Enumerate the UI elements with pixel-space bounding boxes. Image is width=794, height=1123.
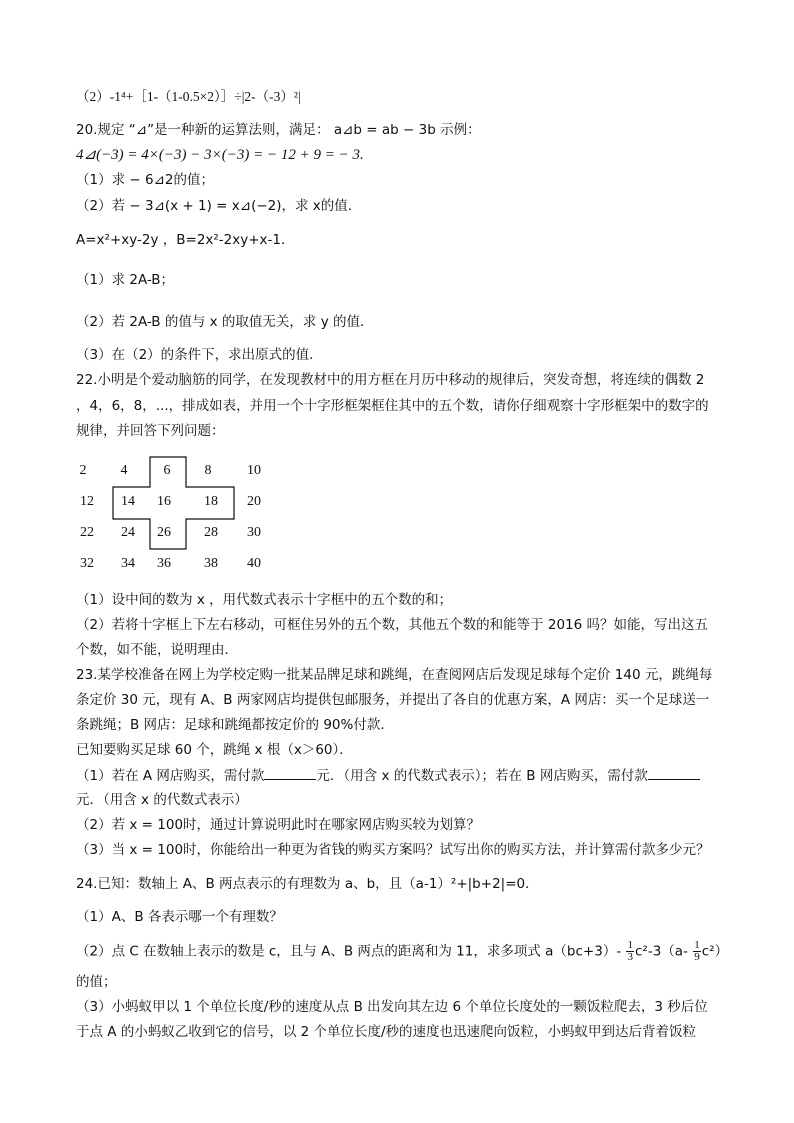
q20-stem: 20.规定 “⊿”是一种新的运算法则，满足： a⊿b = ab − 3b 示例： (76, 122, 481, 138)
grid-cell: 2 (79, 463, 87, 478)
q24-part2-text-b: c²-3（a- (634, 943, 688, 960)
q22-part2-line1: （2）若将十字框上下左右移动，可框住另外的五个数，其他五个数的和能等于 2016 吗？如能，写出这五 (76, 617, 709, 633)
q24-part3-line1: （3）小蚂蚁甲以 1 个单位长度/秒的速度从点 B 出发向其左边 6 个单位长度处的一颗饭粒爬去，3 秒后位 (76, 999, 708, 1015)
q20-example: 4⊿(−3) = 4×(−3) − 3×(−3) = − 12 + 9 = − 3. (76, 147, 364, 163)
grid-cell: 20 (247, 494, 261, 509)
q19-part2: （2）-1⁴+［1-（1-0.5×2）］÷|2-（-3）²| (76, 89, 301, 104)
q24-part2-line2: 的值； (76, 974, 117, 990)
grid-cell: 40 (247, 556, 261, 571)
grid-cell: 30 (247, 525, 261, 540)
grid-cell: 28 (204, 525, 218, 540)
q21-part1: （1）求 2A-B； (76, 272, 175, 288)
grid-cell: 12 (80, 494, 94, 509)
grid-cell: 36 (157, 556, 171, 571)
q23-stem-line3: 条跳绳；B 网店：足球和跳绳都按定价的 90%付款． (76, 717, 394, 733)
grid-cell: 14 (121, 494, 135, 509)
q24-part2-text-c: c²） (701, 943, 729, 960)
q23-part3: （3）当 x = 100时，你能给出一种更为省钱的购买方案吗？试写出你的购买方法，并计算需付款多少元？ (76, 842, 710, 858)
grid-cell: 4 (120, 463, 128, 478)
grid-cell: 32 (80, 556, 94, 571)
q22-part2-line2: 个数，如不能，说明理由． (76, 642, 238, 658)
q22-stem-line1: 22.小明是个爱动脑筋的同学，在发现教材中的用方框在月历中移动的规律后，突发奇想，将连续的偶数 2 (76, 372, 705, 388)
q23-stem-line2: 条定价 30 元，现有 A、B 两家网店均提供包邮服务，并提出了各自的优惠方案，A 网店：买一个足球送一 (76, 692, 710, 708)
grid-cell: 24 (121, 525, 135, 540)
answer-blank (264, 765, 316, 780)
grid-cell: 26 (157, 525, 171, 540)
grid-cell: 10 (247, 463, 261, 478)
q23-given: 已知要购买足球 60 个，跳绳 x 根（x＞60）． (76, 742, 353, 758)
q20-part2: （2）若 − 3⊿(x + 1) = x⊿(−2)，求 x的值. (76, 198, 353, 214)
q23-part1-text-a: （1）若在 A 网店购买，需付款 (76, 768, 265, 784)
fraction-one-third: $\frac{1}{3}$ (627, 939, 633, 963)
q23-part1-line1 (76, 765, 700, 786)
q23-part1-line2: 元．（用含 x 的代数式表示） (76, 792, 248, 808)
grid-cell: 8 (204, 463, 212, 478)
q23-part2: （2）若 x = 100时，通过计算说明此时在哪家网店购买较为划算？ (76, 817, 481, 833)
q23-part1-text-b: 元．（用含 x 的代数式表示）；若在 B 网店购买，需付款 (316, 768, 648, 784)
grid-cell: 22 (80, 525, 94, 540)
q24-part3-line2: 于点 A 的小蚂蚁乙收到它的信号，以 2 个单位长度/秒的速度也迅速爬向饭粒，小蚂蚁甲到达后背着饭粒 (76, 1024, 697, 1040)
answer-blank (648, 765, 700, 780)
q22-stem-line3: 规律，并回答下列问题： (76, 423, 225, 439)
q21-part3: （3）在（2）的条件下，求出原式的值． (76, 347, 323, 363)
grid-cell: 6 (163, 463, 171, 478)
q22-part1: （1）设中间的数为 x ，用代数式表示十字框中的五个数的和； (76, 592, 453, 608)
q21-definitions: A=x²+xy-2y ，B=2x²-2xy+x-1． (76, 232, 295, 248)
grid-cell: 16 (157, 494, 171, 509)
grid-cell: 18 (204, 494, 218, 509)
q24-part2-text-a: （2）点 C 在数轴上表示的数是 c，且与 A、B 两点的距离和为 11，求多项式 a（bc+3）- (76, 943, 622, 960)
q23-stem-line1: 23.某学校准备在网上为学校定购一批某品牌足球和跳绳，在查阅网店后发现足球每个定价 140 元，跳绳每 (76, 667, 713, 683)
q24-stem: 24.已知：数轴上 A、B 两点表示的有理数为 a、b，且（a-1）²+|b+2|=0． (76, 876, 539, 892)
q24-part1: （1）A、B 各表示哪一个有理数？ (76, 909, 283, 925)
grid-cell: 38 (204, 556, 218, 571)
fraction-one-ninth: $\frac{1}{9}$ (694, 939, 700, 963)
q20-part1: （1）求 − 6⊿2的值； (76, 172, 214, 188)
q24-part2-line1 (76, 940, 728, 963)
grid-cell: 34 (121, 556, 135, 571)
q21-part2: （2）若 2A-B 的值与 x 的取值无关，求 y 的值． (76, 314, 374, 330)
q22-stem-line2: ，4，6，8，...，排成如表，并用一个十字形框架框住其中的五个数，请你仔细观察十字形框架中的数字的 (76, 398, 709, 414)
